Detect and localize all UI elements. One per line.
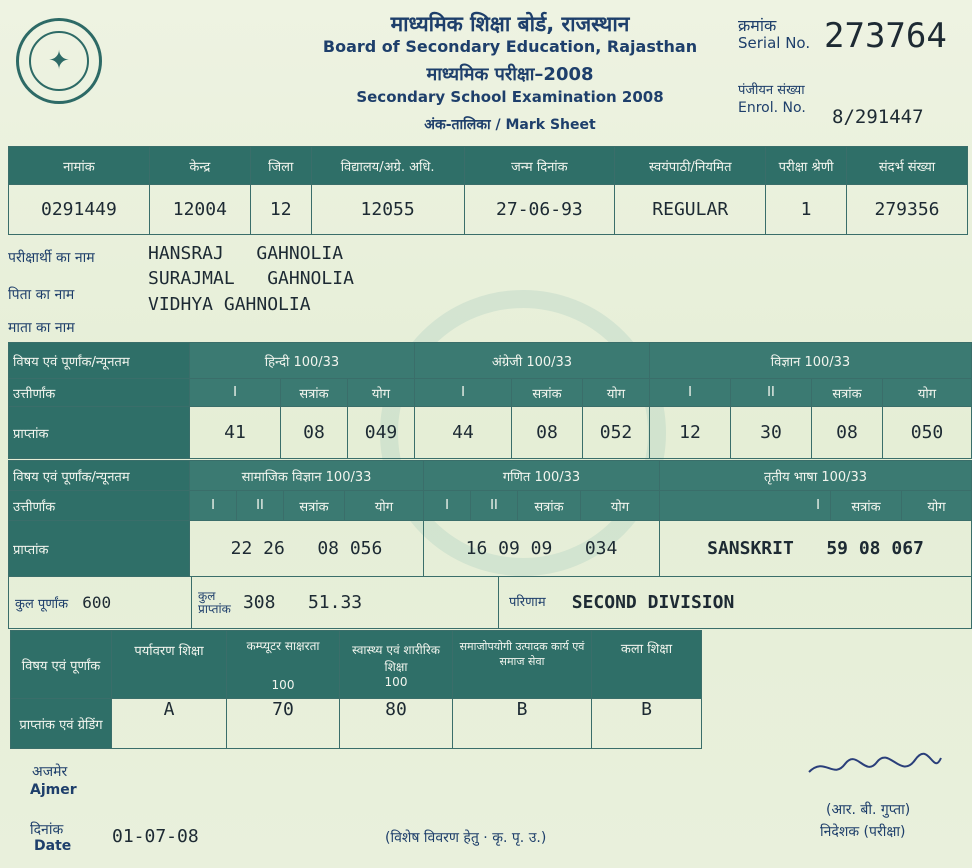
board-name-hindi: माध्यमिक शिक्षा बोर्ड, राजस्थान (390, 12, 630, 36)
mark-cell: 08 (812, 407, 883, 459)
maths-header: गणित 100/33 (424, 461, 660, 491)
sub-col: योग (345, 491, 424, 521)
school-code: 12055 (311, 185, 464, 235)
sub-col: योग (902, 491, 972, 521)
mark-cell: 052 (583, 407, 650, 459)
grade-cell: 80 (340, 699, 453, 749)
info-table (8, 146, 968, 235)
roll-number: 0291449 (9, 185, 150, 235)
sub-col: सत्रांक (518, 491, 581, 521)
mark-cell: 050 (883, 407, 972, 459)
totals-table (8, 576, 972, 629)
max-marks-label: कुल पूर्णांक (15, 597, 69, 612)
health-header-label: स्वास्थ्य एवं शारीरिक शिक्षा (352, 642, 440, 674)
header-centre: केन्द्र (149, 147, 250, 185)
header-type: स्वयंपाठी/नियमित (615, 147, 766, 185)
grades-table (10, 630, 702, 749)
footnote: (विशेष विवरण हेतु · कृ. पृ. उ.) (385, 830, 547, 846)
social-marks: 22 26 08 056 (190, 521, 424, 577)
obtained-total: 308 51.33 (242, 592, 363, 613)
subject-label: विषय एवं पूर्णांक/न्यूनतम (9, 343, 190, 379)
social-work-header: समाजोपयोगी उत्पादक कार्य एवं समाज सेवा (453, 631, 592, 699)
sub-col: सत्रांक (812, 379, 883, 407)
mark-cell: 44 (415, 407, 512, 459)
district-code: 12 (250, 185, 311, 235)
exam-title-english: Secondary School Examination 2008 (356, 88, 664, 106)
header-school: विद्यालय/अग्रे. अधि. (311, 147, 464, 185)
serial-number: 273764 (824, 16, 947, 56)
exam-title-hindi: माध्यमिक परीक्षा–2008 (426, 64, 594, 85)
result-cell (499, 577, 972, 629)
serial-label-hindi: क्रमांक (738, 16, 777, 35)
father-label: पिता का नाम (8, 287, 75, 303)
social-header: सामाजिक विज्ञान 100/33 (190, 461, 424, 491)
health-header-max: 100 (384, 674, 408, 689)
mark-cell: 08 (281, 407, 348, 459)
header-category: परीक्षा श्रेणी (766, 147, 847, 185)
third-language-marks: SANSKRIT 59 08 067 (660, 521, 972, 577)
header-district: जिला (250, 147, 311, 185)
hindi-header: हिन्दी 100/33 (190, 343, 415, 379)
sub-col: I (424, 491, 471, 521)
obtained-total-cell (192, 577, 499, 629)
grades-subject-label: विषय एवं पूर्णांक (11, 631, 112, 699)
computer-header-max: 100 (271, 678, 295, 692)
mark-cell: 08 (512, 407, 583, 459)
candidate-label: परीक्षार्थी का नाम (8, 250, 95, 266)
obtained-total-label-2: प्राप्तांक (198, 601, 231, 616)
grade-cell: 70 (227, 699, 340, 749)
sub-col: II (731, 379, 812, 407)
english-header: अंग्रेजी 100/33 (415, 343, 650, 379)
father-name: SURAJMAL GAHNOLIA (148, 268, 354, 289)
centre-code: 12004 (149, 185, 250, 235)
mark-cell: 41 (190, 407, 281, 459)
health-header (340, 631, 453, 699)
signatory-name: (आर. बी. गुप्ता) (826, 802, 911, 818)
subject-label: विषय एवं पूर्णांक/न्यूनतम (9, 461, 190, 491)
enrol-label-hindi: पंजीयन संख्या (738, 83, 805, 98)
mark-cell: 12 (650, 407, 731, 459)
header-roll: नामांक (9, 147, 150, 185)
sub-col: सत्रांक (831, 491, 902, 521)
board-seal-logo: ✦ (16, 18, 102, 104)
art-header: कला शिक्षा (592, 631, 702, 699)
mark-cell: 30 (731, 407, 812, 459)
third-language-header: तृतीय भाषा 100/33 (660, 461, 972, 491)
sub-col: I (190, 379, 281, 407)
result-value: SECOND DIVISION (571, 592, 735, 613)
sub-col: सत्रांक (512, 379, 583, 407)
science-header: विज्ञान 100/33 (650, 343, 972, 379)
max-marks-cell (9, 577, 192, 629)
result-label: परिणाम (509, 595, 546, 610)
date-label-hindi: दिनांक (30, 822, 64, 838)
obtained-label: प्राप्तांक (9, 407, 190, 459)
marks-table-2 (8, 460, 972, 577)
sub-col: योग (581, 491, 660, 521)
sub-col: I (190, 491, 237, 521)
grade-cell: B (592, 699, 702, 749)
enrol-label-english: Enrol. No. (738, 100, 806, 116)
pass-marks-label: उत्तीर्णांक (9, 491, 190, 521)
max-marks: 600 (82, 593, 112, 612)
env-education-header: पर्यावरण शिक्षा (112, 631, 227, 699)
exam-category: 1 (766, 185, 847, 235)
sub-col: सत्रांक (281, 379, 348, 407)
sub-col: I (660, 491, 831, 521)
mother-label: माता का नाम (8, 320, 75, 336)
mother-name: VIDHYA GAHNOLIA (148, 294, 311, 315)
candidate-name: HANSRAJ GAHNOLIA (148, 243, 344, 264)
signatory-title: निदेशक (परीक्षा) (820, 824, 906, 840)
sub-col: I (650, 379, 731, 407)
director-signature (805, 750, 945, 784)
place-english: Ajmer (30, 782, 77, 798)
date-of-birth: 27-06-93 (464, 185, 615, 235)
obtained-label: प्राप्तांक (9, 521, 190, 577)
board-name-english: Board of Secondary Education, Rajasthan (322, 37, 698, 56)
grade-cell: A (112, 699, 227, 749)
header-reference: संदर्भ संख्या (847, 147, 968, 185)
place-hindi: अजमेर (32, 764, 68, 780)
sub-col: सत्रांक (284, 491, 345, 521)
sub-col: I (415, 379, 512, 407)
date-label-english: Date (34, 838, 72, 854)
reference-number: 279356 (847, 185, 968, 235)
issue-date: 01-07-08 (112, 826, 199, 847)
sub-col: II (237, 491, 284, 521)
sub-col: योग (583, 379, 650, 407)
candidate-type: REGULAR (615, 185, 766, 235)
mark-cell: 049 (348, 407, 415, 459)
computer-header (227, 631, 340, 699)
enrol-number: 8/291447 (832, 106, 924, 128)
sub-col: योग (883, 379, 972, 407)
grading-label: प्राप्तांक एवं ग्रेडिंग (11, 699, 112, 749)
obtained-total-label-1: कुल (198, 588, 216, 603)
maths-marks: 16 09 09 034 (424, 521, 660, 577)
serial-label-english: Serial No. (738, 34, 811, 52)
computer-header-label: कम्प्यूटर साक्षरता (246, 639, 320, 653)
mark-sheet-title: अंक-तालिका / Mark Sheet (424, 117, 596, 133)
grade-cell: B (453, 699, 592, 749)
marks-table-1 (8, 342, 972, 459)
sub-col: II (471, 491, 518, 521)
header-dob: जन्म दिनांक (464, 147, 615, 185)
sub-col: योग (348, 379, 415, 407)
pass-marks-label: उत्तीर्णांक (9, 379, 190, 407)
